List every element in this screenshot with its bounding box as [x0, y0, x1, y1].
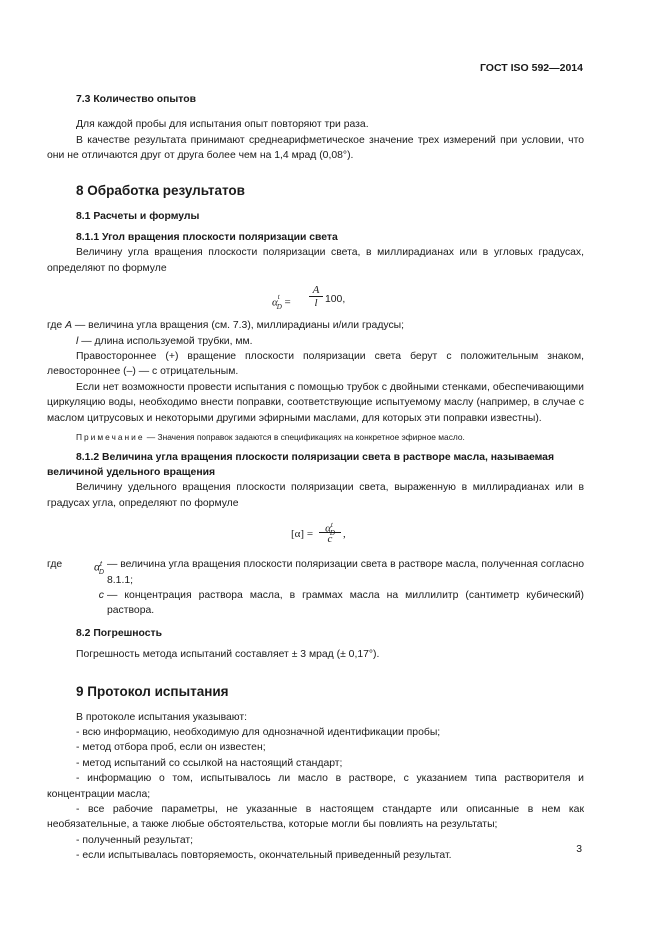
- note-label: Примечание: [76, 432, 145, 443]
- formula2-num-alpha: α: [325, 522, 331, 535]
- list-item: - все рабочие параметры, не указанные в настоящем стандарте или описанные в нем как необязательные, а также любые обстоятельства, которые могли бы повлиять на результаты;: [47, 804, 584, 831]
- definition-alpha-sub: D: [98, 568, 104, 576]
- formula2-denominator: c: [327, 533, 333, 546]
- definition-A-symbol: A: [65, 320, 72, 332]
- note-text: — Значения поправок задаются в спецификациях на конкретное эфирное масло.: [144, 432, 465, 443]
- formula2-tail: ,: [343, 528, 346, 541]
- section-8-1-2-paragraph: Величину удельного вращения плоскости поляризации света, выраженную в миллирадианах или в градусах угла, определяют по формуле: [47, 482, 584, 509]
- formula1-tail: 100,: [325, 294, 346, 306]
- standard-code-header: ГОСТ ISO 592—2014: [479, 62, 583, 74]
- formula1-sub: D: [276, 303, 282, 312]
- formula2-num-sup: t: [330, 521, 333, 530]
- section-8-title: 8 Обработка результатов: [76, 182, 245, 198]
- definition-l-symbol: l: [76, 335, 79, 347]
- list-item: - полученный результат;: [76, 834, 194, 846]
- definition-c-symbol: c: [98, 589, 104, 601]
- rotation-sign-paragraph: Правостороннее (+) вращение плоскости поляризации света берут с положительным знаком, левостороннее (–) — с отрицательным.: [47, 351, 584, 378]
- section-7-3-paragraph-1: Для каждой пробы для испытания опыт повторяют три раза.: [76, 119, 369, 131]
- section-7-3-title: 7.3 Количество опытов: [76, 94, 196, 105]
- definition-c-text: — концентрация раствора масла, в граммах масла на миллилитр (сантиметр кубический) раствора.: [107, 589, 584, 617]
- formula2-lhs: [α] =: [291, 528, 314, 541]
- formula2-num-sub: D: [329, 528, 335, 537]
- formula1-alpha: α: [272, 296, 278, 309]
- formula2-definitions: [47, 557, 584, 619]
- list-item: - метод отбора проб, если он известен;: [76, 742, 266, 754]
- note: [47, 430, 584, 445]
- section-8-2-paragraph: Погрешность метода испытаний составляет ± 3 мрад (± 0,17°).: [76, 649, 380, 661]
- corrections-paragraph: Если нет возможности провести испытания с помощью трубок с двойными стенками, обеспечивающими циркуляцию воды, необходимо внести поправки, соответствующие испытуемому маслу (например, в случае с маслом цитрусовых и некоторыми другими эфирными маслами, для которых эти поправки известны).: [47, 381, 584, 424]
- where-label-2: где: [47, 559, 63, 571]
- section-8-2-title: 8.2 Погрешность: [76, 627, 163, 639]
- section-8-1-1-paragraph: Величину угла вращения плоскости поляризации света, в миллирадианах или в угловых градусах, определяют по формуле: [47, 247, 584, 274]
- definition-alpha-symbol: [77, 557, 107, 588]
- definition-A: [47, 318, 584, 333]
- formula1-sup: t: [277, 293, 280, 302]
- formula1-eq: =: [284, 296, 291, 309]
- definition-alpha-char: α: [94, 562, 100, 574]
- formula1-numerator: A: [312, 284, 320, 297]
- formula-specific-rotation: [47, 519, 584, 551]
- list-item: - всю информацию, необходимую для однозначной идентификации пробы;: [76, 726, 441, 738]
- section-9-intro: В протоколе испытания указывают:: [76, 711, 247, 723]
- list-item: - информацию о том, испытывалось ли масло в растворе, с указанием типа растворителя и концентрации масла;: [47, 773, 584, 800]
- definition-A-text: — величина угла вращения (см. 7.3), миллирадианы и/или градусы;: [72, 320, 405, 332]
- section-7-3-paragraph-2: В качестве результата принимают среднеарифметическое значение трех измерений при условии, что они не отличаются друг от друга более чем на 1,4 мрад (0,08°).: [47, 134, 584, 162]
- definition-alpha-sup: t: [99, 561, 102, 569]
- section-8-1-title: 8.1 Расчеты и формулы: [76, 210, 200, 222]
- formula1-denominator: l: [314, 297, 318, 310]
- definition-l: [47, 334, 584, 349]
- section-8-1-2-title: 8.1.2 Величина угла вращения плоскости поляризации света в растворе масла, называемая величиной удельного вращения: [47, 451, 555, 478]
- definition-l-text: — длина используемой трубки, мм.: [78, 335, 253, 347]
- list-item: - метод испытаний со ссылкой на настоящий стандарт;: [76, 757, 343, 769]
- section-9-title: 9 Протокол испытания: [76, 683, 229, 699]
- where-label: где: [47, 320, 66, 332]
- page-number: 3: [576, 844, 582, 855]
- definition-alpha-text: — величина угла вращения плоскости поляризации света в растворе масла, полученная согласно 8.1.1;: [107, 559, 584, 586]
- document-content: [47, 92, 584, 864]
- section-8-1-1-title: 8.1.1 Угол вращения плоскости поляризации света: [76, 232, 338, 244]
- list-item: - если испытывалась повторяемость, окончательный приведенный результат.: [76, 850, 452, 862]
- formula-rotation-angle: [47, 284, 584, 312]
